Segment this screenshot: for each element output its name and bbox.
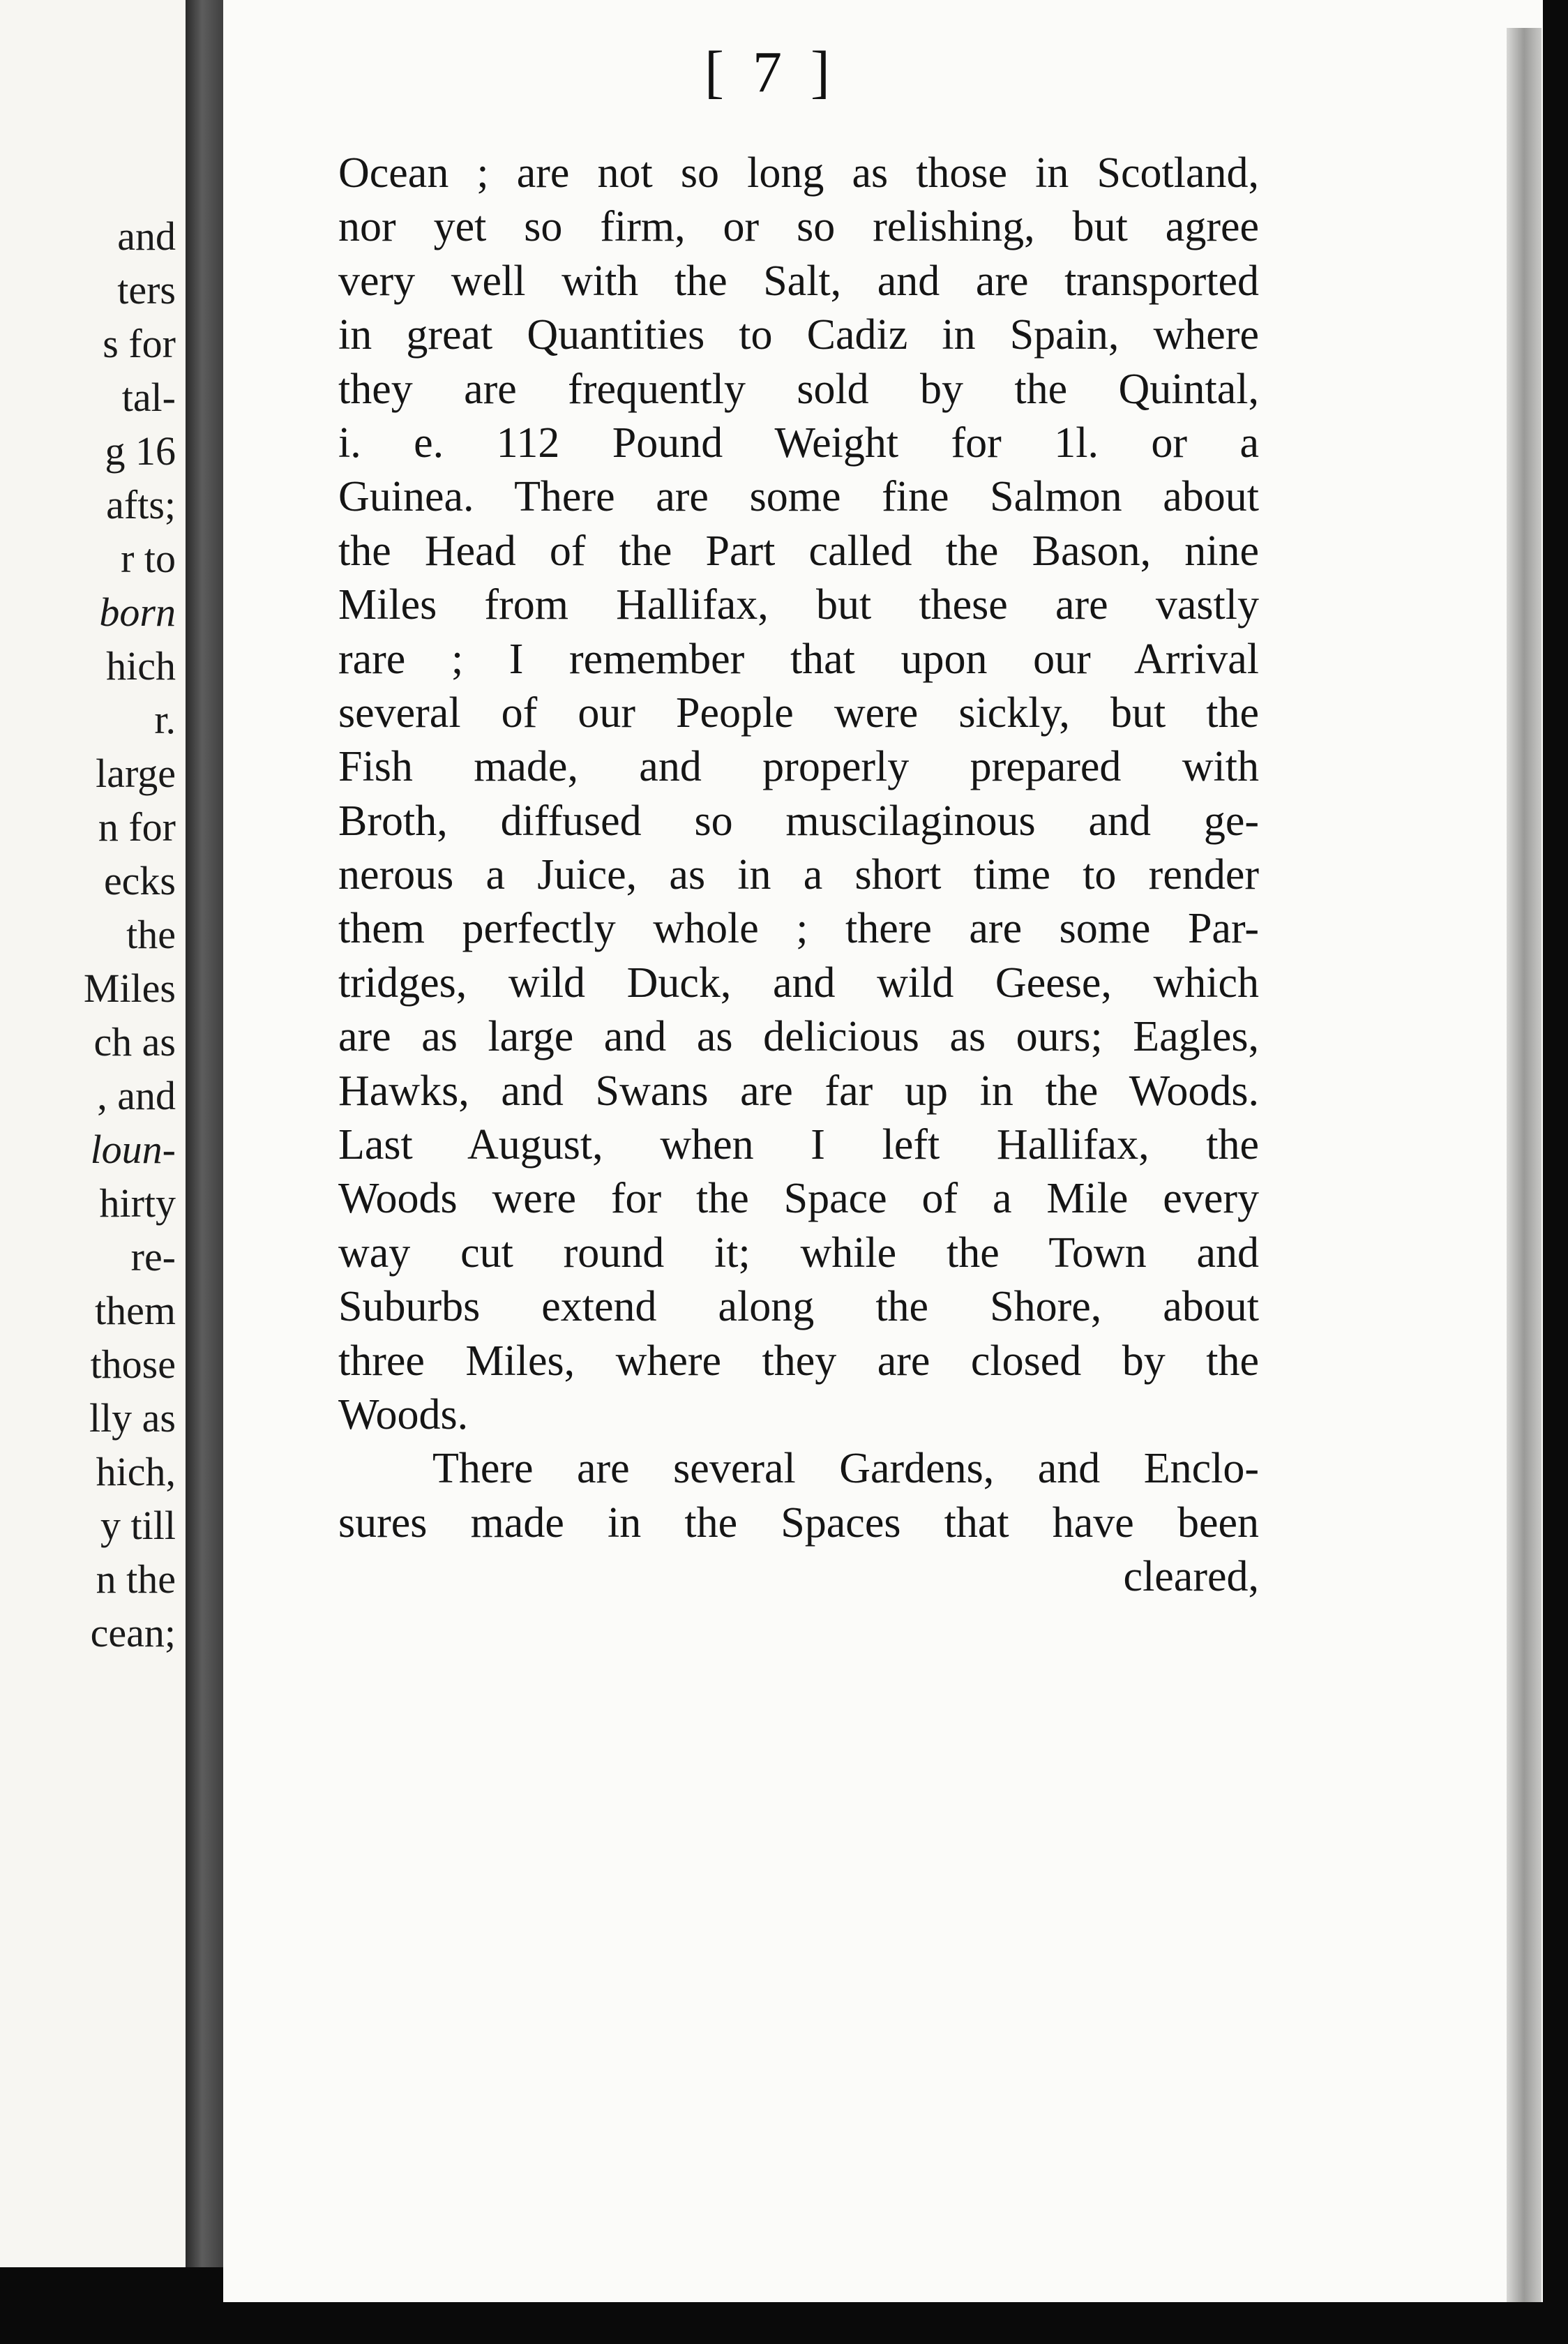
text-line: very well with the Salt, and are transported [338, 257, 1259, 305]
text-line: Broth, diffused so muscilaginous and ge- [338, 797, 1259, 845]
text-line: the Head of the Part called the Bason, nine [338, 527, 1259, 575]
page-number: [ 7 ] [704, 40, 837, 105]
left-page-text: lly as [89, 1395, 176, 1441]
text-line: rare ; I remember that upon our Arrival [338, 635, 1259, 683]
left-page-text: them [95, 1288, 176, 1333]
text-line: are as large and as delicious as ours; Eagles, [338, 1013, 1259, 1061]
left-page-text: those [90, 1342, 176, 1387]
text-line: Ocean ; are not so long as those in Scotland, [338, 149, 1259, 197]
text-line: i. e. 112 Pound Weight for 1l. or a [338, 419, 1259, 467]
text-line: way cut round it; while the Town and [338, 1229, 1259, 1277]
catchword: cleared, [1123, 1553, 1259, 1601]
text-line: tridges, wild Duck, and wild Geese, which [338, 959, 1259, 1007]
left-page-text: s for [103, 321, 176, 366]
left-page-text: cean; [90, 1610, 176, 1655]
left-page-text: hich, [96, 1449, 176, 1494]
left-page-text: and [117, 213, 176, 259]
text-line: Guinea. There are some fine Salmon about [338, 473, 1259, 521]
book-gutter [186, 0, 227, 2267]
left-page-text: the [126, 912, 176, 957]
text-line: three Miles, where they are closed by the [338, 1337, 1259, 1385]
left-page-text: hich [106, 643, 176, 689]
left-page-text: r to [121, 536, 176, 581]
text-line: Suburbs extend along the Shore, about [338, 1283, 1259, 1331]
left-page-text: r. [154, 697, 176, 742]
left-page-text: , and [97, 1073, 176, 1118]
text-line: Woods were for the Space of a Mile every [338, 1175, 1259, 1223]
page-edge [1507, 28, 1541, 2302]
text-line: Woods. [338, 1390, 469, 1438]
left-page-text: Miles [83, 966, 176, 1011]
left-page-fragment [0, 0, 186, 2267]
left-page-text: re- [130, 1234, 176, 1279]
text-line: nor yet so firm, or so relishing, but agree [338, 203, 1259, 251]
left-page-text: y till [100, 1503, 176, 1548]
left-page-text: loun- [90, 1127, 176, 1172]
text-line: Last August, when I left Hallifax, the [338, 1121, 1259, 1169]
text-line: sures made in the Spaces that have been [338, 1498, 1259, 1547]
text-line: in great Quantities to Cadiz in Spain, where [338, 311, 1259, 359]
text-line: nerous a Juice, as in a short time to render [338, 851, 1259, 899]
text-line: they are frequently sold by the Quintal, [338, 365, 1259, 413]
text-line: Miles from Hallifax, but these are vastly [338, 581, 1259, 629]
body-text [338, 146, 1259, 1605]
left-page-text: ecks [103, 858, 176, 903]
left-page-text: hirty [99, 1180, 176, 1226]
text-line: There are several Gardens, and Enclo- [432, 1445, 1259, 1493]
left-page-text: born [99, 589, 176, 635]
left-page-text: n for [98, 804, 176, 850]
left-page-text: afts; [106, 482, 176, 527]
left-page-text: tal- [121, 375, 176, 420]
text-line: them perfectly whole ; there are some Par- [338, 905, 1259, 953]
left-page-text: g 16 [105, 428, 176, 474]
text-line: Hawks, and Swans are far up in the Woods. [338, 1067, 1259, 1115]
left-page-text: ters [117, 267, 176, 313]
left-page-text: ch as [93, 1019, 176, 1065]
left-page-text: large [96, 751, 176, 796]
text-line: several of our People were sickly, but the [338, 689, 1259, 737]
left-page-text: n the [96, 1556, 176, 1602]
text-line: Fish made, and properly prepared with [338, 743, 1259, 791]
